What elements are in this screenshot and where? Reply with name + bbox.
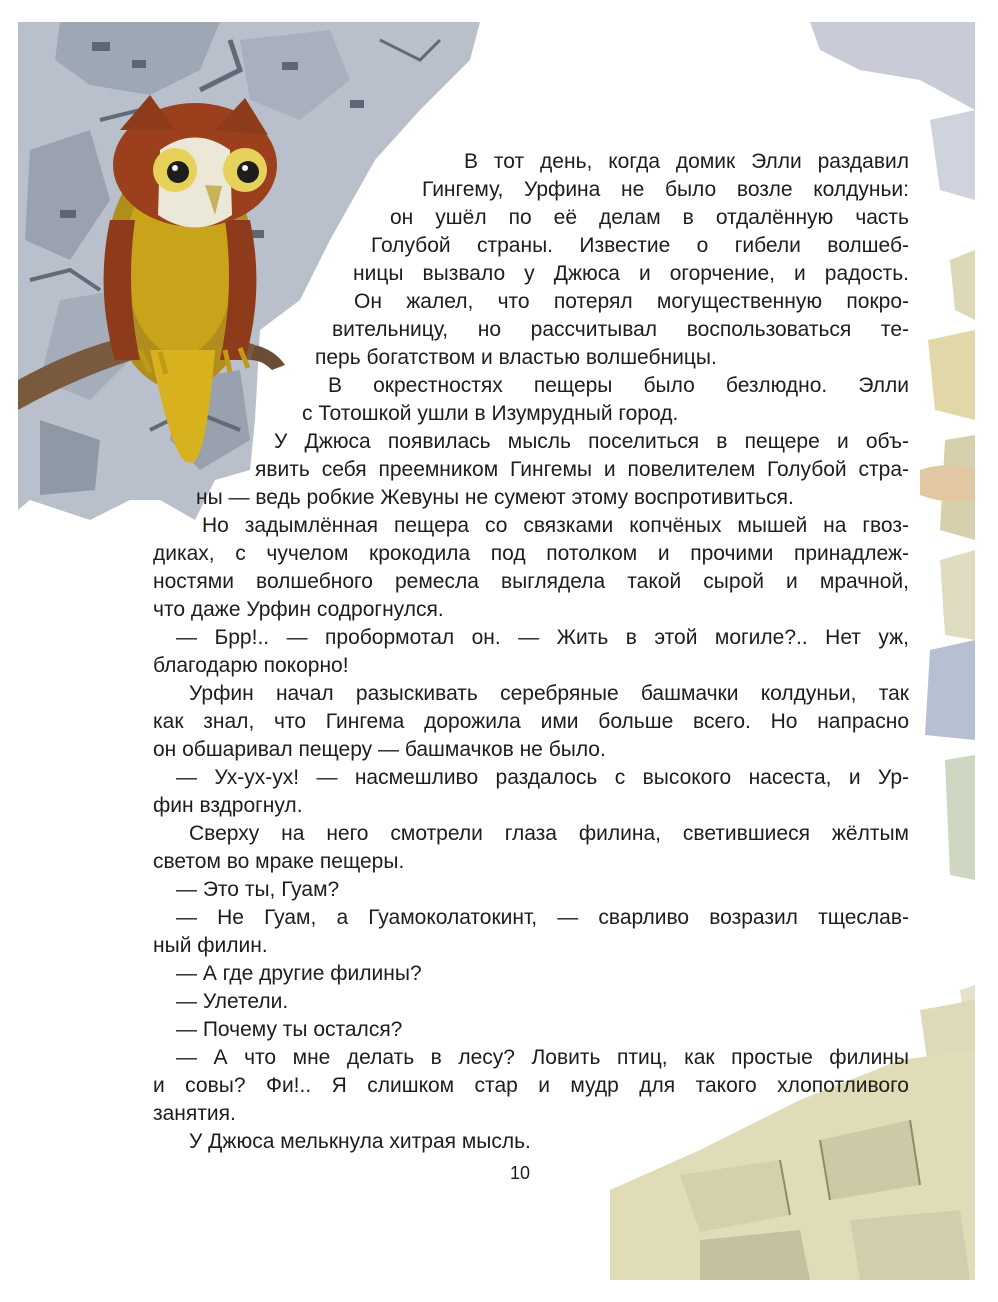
text-line: — Не Гуам, а Гуамоколатокинт, — сварливо возразил тщеслав- <box>176 906 909 929</box>
text-line: благодарю покорно! <box>153 654 349 677</box>
text-line: как знал, что Гингема дорожила ими больше всего. Но напрасно <box>153 710 909 733</box>
text-line: Урфин начал разыскивать серебряные башмачки колдуньи, так <box>189 682 909 705</box>
text-line: вительницу, но рассчитывал воспользоваться те- <box>332 318 909 341</box>
text-line: У Джюса появилась мысль поселиться в пещере и объ- <box>274 430 909 453</box>
text-line: — Почему ты остался? <box>176 1018 403 1041</box>
text-line: — А где другие филины? <box>176 962 422 985</box>
text-line: — Брр!.. — пробормотал он. — Жить в этой могиле?.. Нет уж, <box>176 626 909 649</box>
text-line: диках, с чучелом крокодила под потолком и прочими принадлеж- <box>153 542 909 565</box>
text-line: — А что мне делать в лесу? Ловить птиц, как простые филины <box>176 1046 909 1069</box>
text-line: ницы вызвало у Джюса и огорчение, и радость. <box>353 262 909 285</box>
text-line: Он жалел, что потерял могущественную покро- <box>354 290 909 313</box>
text-line: У Джюса мелькнула хитрая мысль. <box>189 1130 531 1153</box>
text-line: — Это ты, Гуам? <box>176 878 340 901</box>
text-line: ны — ведь робкие Жевуны не сумеют этому воспротивиться. <box>196 486 794 509</box>
text-line: явить себя преемником Гингемы и повелителем Голубой стра- <box>255 458 909 481</box>
text-line: фин вздрогнул. <box>153 794 303 817</box>
text-line: ный филин. <box>153 934 268 957</box>
text-line: — Ух-ух-ух! — насмешливо раздалось с высокого насеста, и Ур- <box>176 766 909 789</box>
text-line: занятия. <box>153 1102 236 1125</box>
text-line: светом во мраке пещеры. <box>153 850 405 873</box>
text-line: что даже Урфин содрогнулся. <box>153 598 444 621</box>
text-line: В окрестностях пещеры было безлюдно. Элли <box>328 374 909 397</box>
text-line: Сверху на него смотрели глаза филина, светившиеся жёлтым <box>189 822 909 845</box>
text-line: перь богатством и властью волшебницы. <box>315 346 717 369</box>
text-line: Но задымлённая пещера со связками копчёных мышей на гвоз- <box>202 514 909 537</box>
page-number: 10 <box>509 1163 531 1183</box>
text-line: он обшаривал пещеру — башмачков не было. <box>153 738 606 761</box>
text-line: В тот день, когда домик Элли раздавил <box>464 150 909 173</box>
text-line: Голубой страны. Известие о гибели волшеб- <box>371 234 909 257</box>
text-line: с Тотошкой ушли в Изумрудный город. <box>302 402 679 425</box>
text-line: ностями волшебного ремесла выглядела такой сырой и мрачной, <box>153 570 909 593</box>
text-line: — Улетели. <box>176 990 289 1013</box>
text-line: Гингему, Урфина не было возле колдуньи: <box>422 178 909 201</box>
text-line: он ушёл по её делам в отдалённую часть <box>390 206 909 229</box>
text-line: и совы? Фи!.. Я слишком стар и мудр для такого хлопотливого <box>153 1074 909 1097</box>
